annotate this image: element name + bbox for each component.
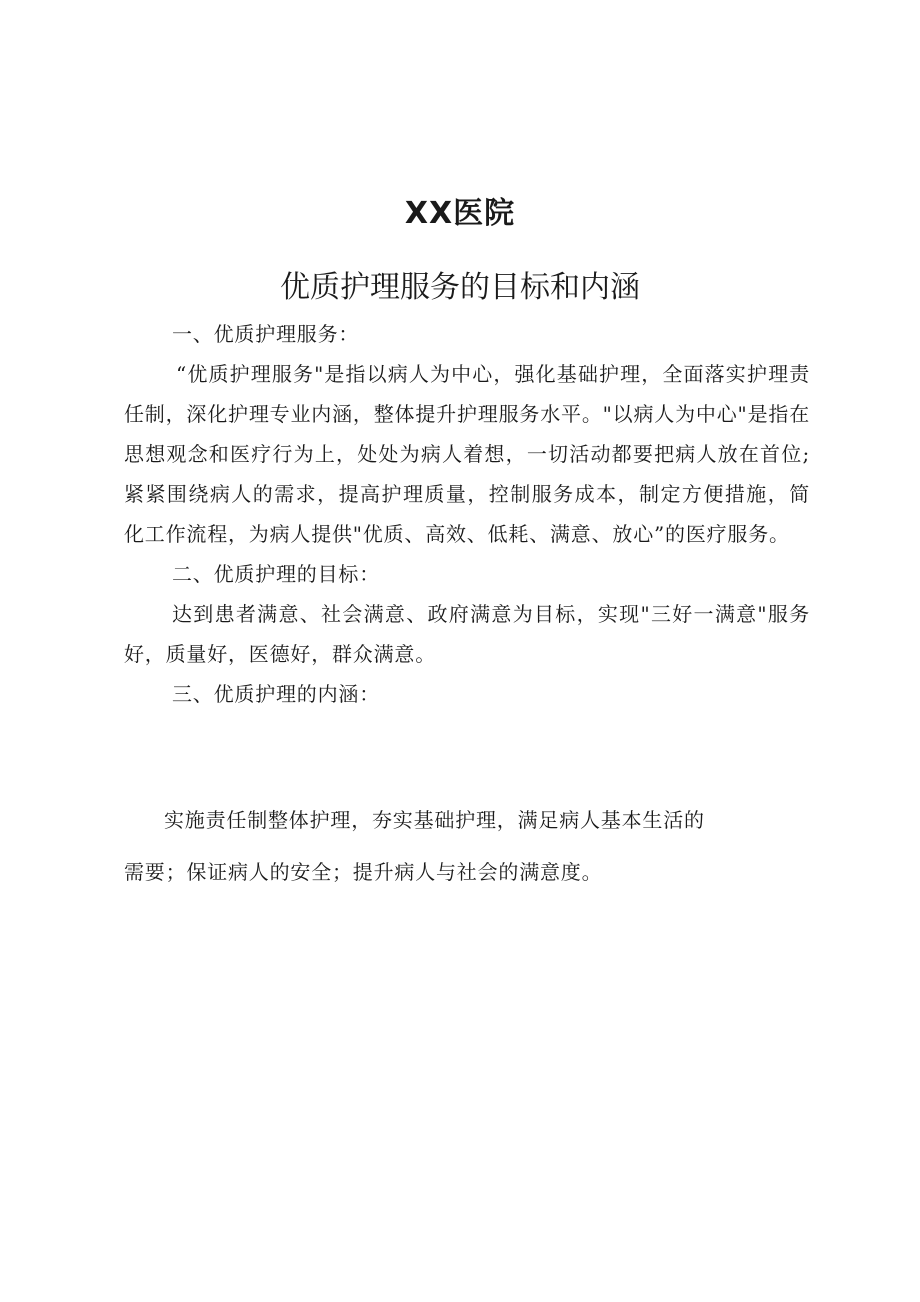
section-3-heading: 三、优质护理的内涵：	[172, 682, 380, 706]
section-3-paragraph-line-2: 需要；保证病人的安全；提升病人与社会的满意度。	[124, 860, 603, 884]
document-body	[124, 314, 810, 714]
section-2-heading: 二、优质护理的目标：	[172, 562, 380, 586]
document-subtitle: 优质护理服务的目标和内涵	[280, 270, 640, 305]
section-3-paragraph-line-1: 实施责任制整体护理，夯实基础护理，满足病人基本生活的	[164, 808, 705, 832]
section-2-paragraph: 达到患者满意、社会满意、政府满意为目标，实现"三好一满意"服务好，质量好，医德好，群众满意。	[124, 602, 810, 666]
document-title: XX医院	[404, 196, 516, 231]
section-1-paragraph: “优质护理服务"是指以病人为中心，强化基础护理，全面落实护理责任制，深化护理专业内涵，整体提升护理服务水平。"以病人为中心"是指在思想观念和医疗行为上，处处为病人着想，一切活动都要把病人放在首位;紧紧围绕病人的需求，提高护理质量，控制服务成本，制定方便措施，简化工作流程，为病人提供"优质、高效、低耗、满意、放心”的医疗服务。	[124, 362, 810, 546]
section-1-heading: 一、优质护理服务：	[172, 322, 360, 346]
section-3-body	[124, 794, 810, 898]
